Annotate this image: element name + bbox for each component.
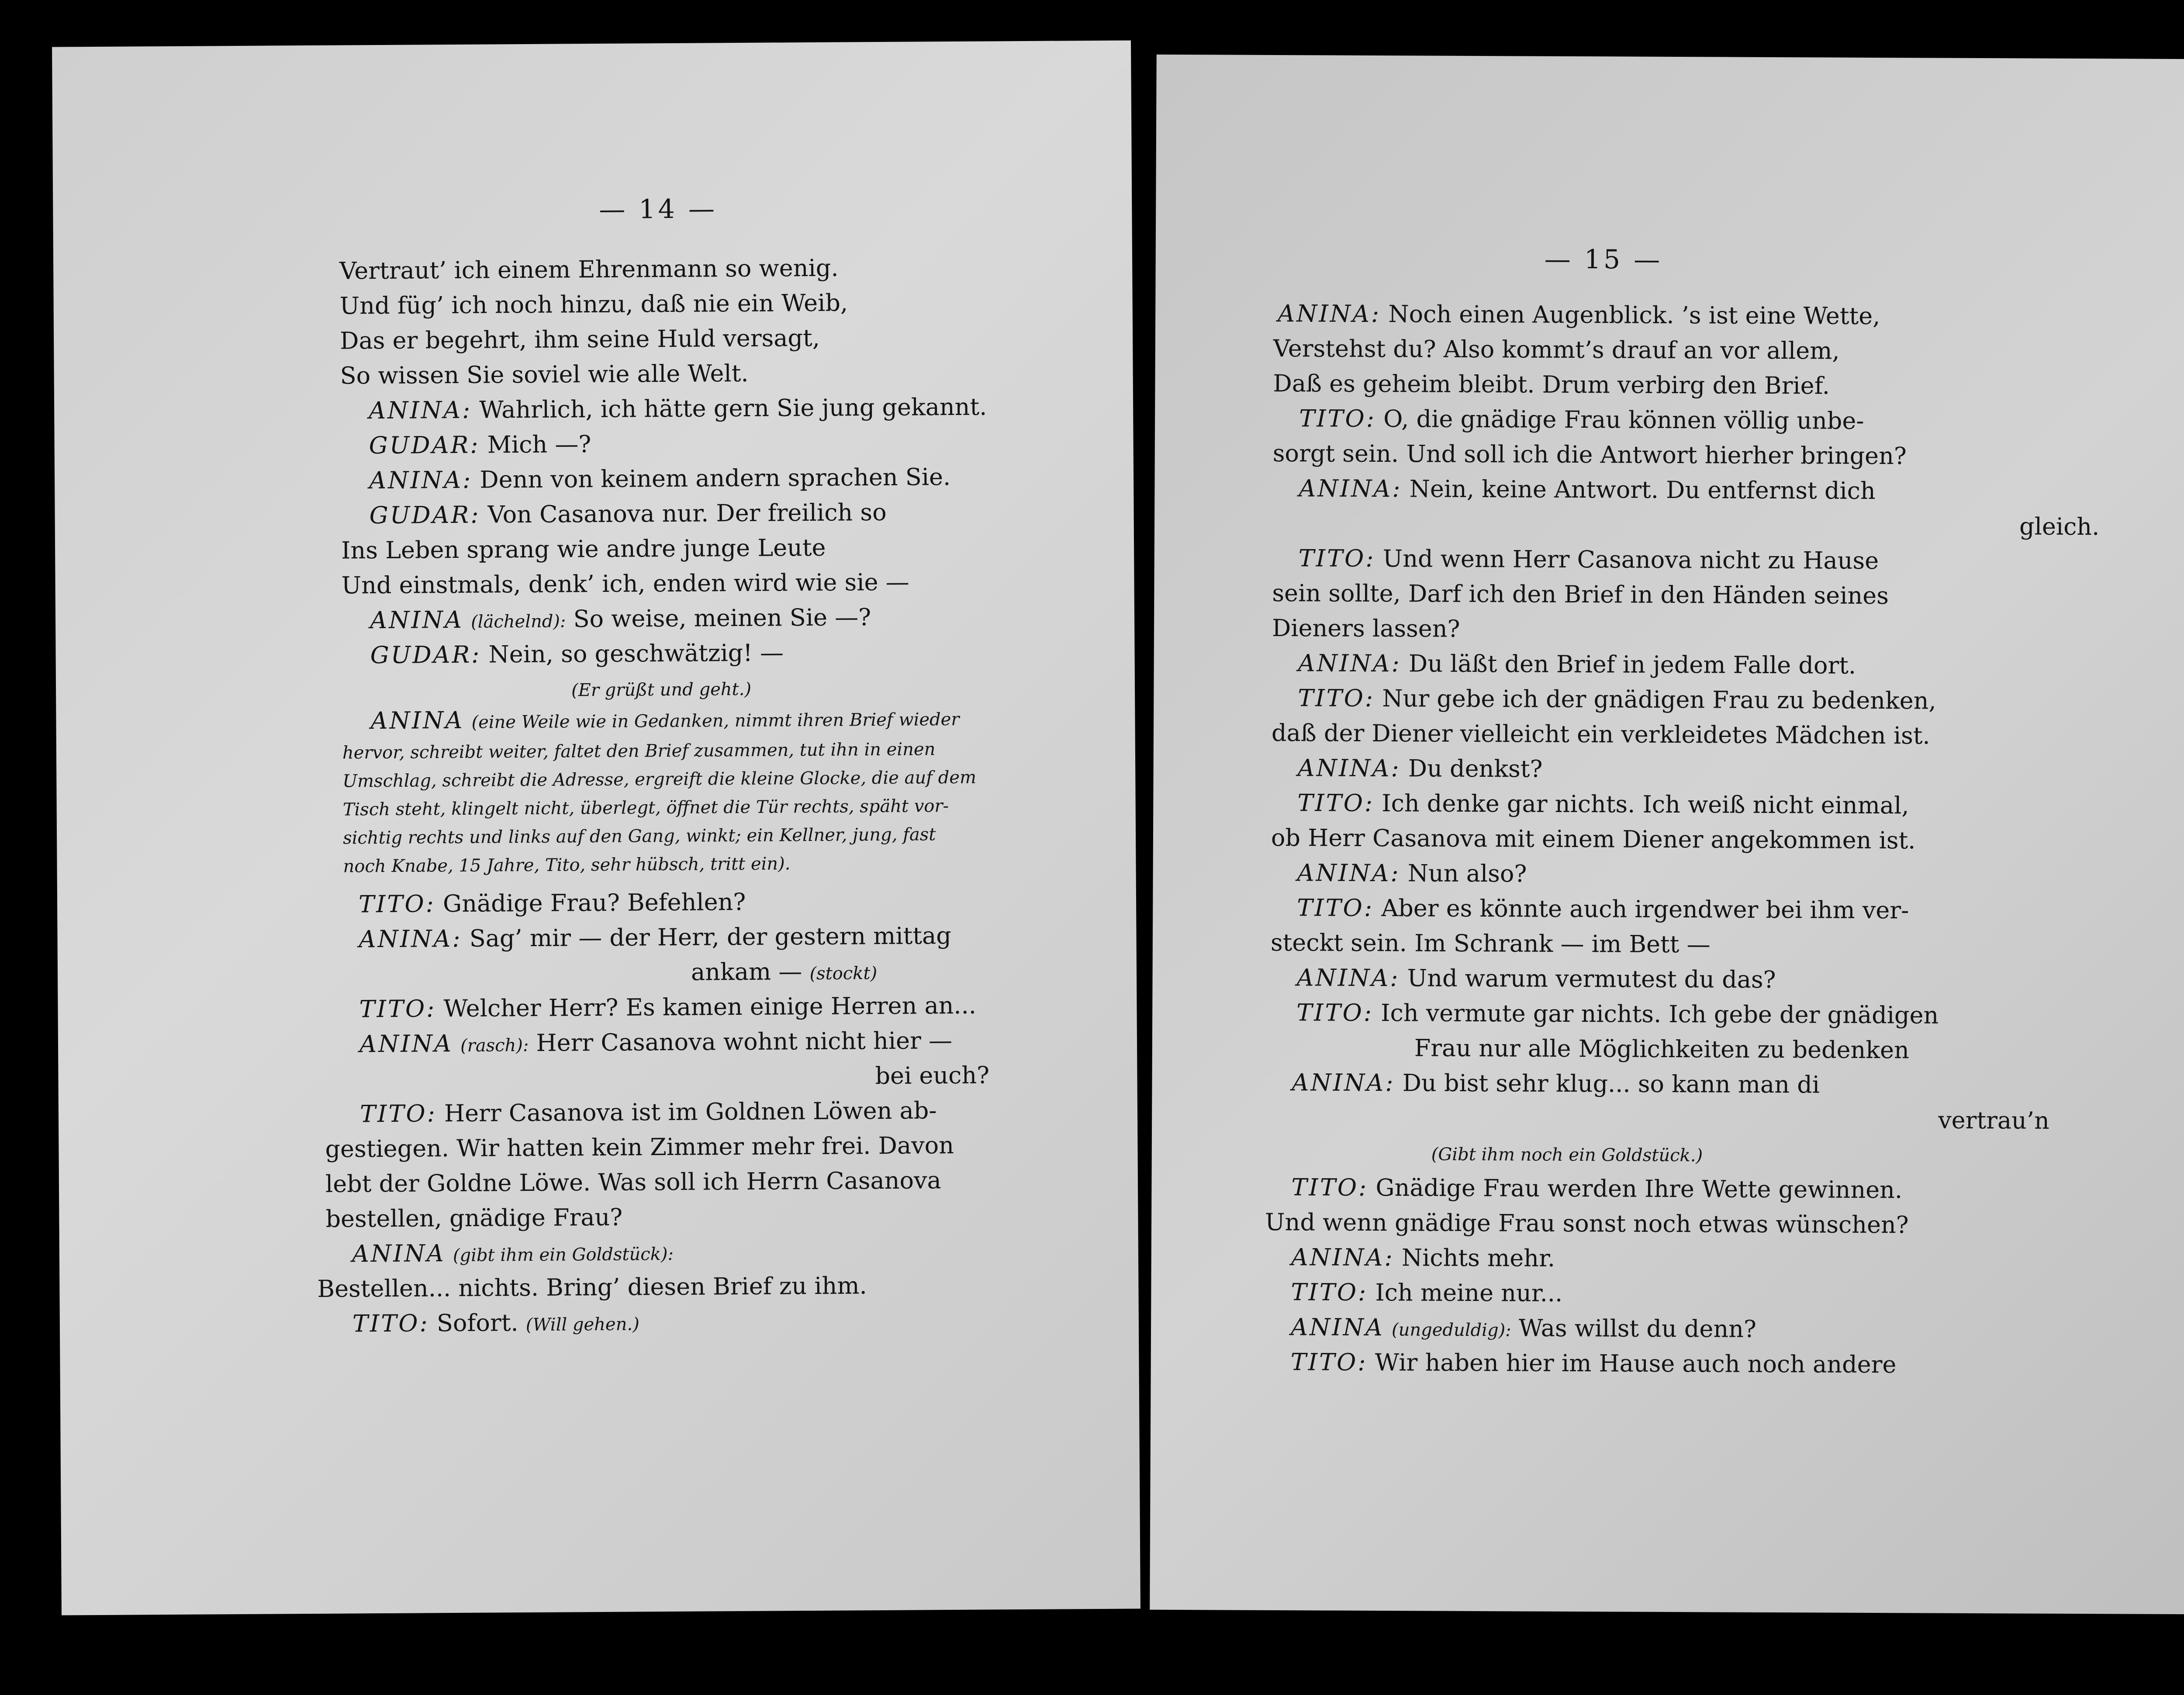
dialogue-text: Wahrlich, ich hätte gern Sie jung gekannt. xyxy=(479,393,987,424)
stage-direction: noch Knabe, 15 Jahre, Tito, sehr hübsch, tritt ein). xyxy=(343,854,791,877)
speaker-name: ANINA: xyxy=(1296,964,1400,992)
dialogue-text: Du bist sehr klug... so kann man di xyxy=(1402,1069,1820,1099)
stage-direction: (eine Weile wie in Gedanken, nimmt ihren Brief wieder xyxy=(471,709,960,733)
dialogue-text: Denn von keinem andern sprachen Sie. xyxy=(480,463,951,494)
text-line: Und füg’ ich noch hinzu, daß nie ein Weib, xyxy=(339,289,848,320)
dialogue-line xyxy=(359,991,977,1023)
dialogue-text: Mich —? xyxy=(487,430,591,459)
dialogue-text: Nichts mehr. xyxy=(1401,1244,1555,1272)
text-line: Das er begehrt, ihm seine Huld versagt, xyxy=(339,324,820,355)
dialogue-text: Nein, keine Antwort. Du entfernst dich xyxy=(1409,475,1876,505)
dialogue-text: Du denkst? xyxy=(1408,754,1543,783)
text-line: Und einstmals, denk’ ich, enden wird wie sie — xyxy=(341,568,909,599)
dialogue-text: Und warum vermutest du das? xyxy=(1407,964,1776,993)
dialogue-line xyxy=(1298,756,1543,781)
dialogue-line xyxy=(1297,896,1909,922)
dialogue-line xyxy=(370,706,959,733)
dialogue-line xyxy=(352,1240,674,1266)
speaker-name: TITO: xyxy=(352,1309,429,1338)
speaker-name: GUDAR: xyxy=(369,501,480,529)
text-line: gestiegen. Wir hatten kein Zimmer mehr frei. Davon xyxy=(325,1131,954,1163)
dialogue-line xyxy=(1291,1280,1562,1305)
dialogue-text: Von Casanova nur. Der freilich so xyxy=(487,498,887,529)
speaker-name: ANINA: xyxy=(1299,474,1402,503)
dialogue-line xyxy=(1299,407,1864,433)
dialogue-text: O, die gnädige Frau können völlig unbe- xyxy=(1383,405,1864,435)
dialogue-text: Nur gebe ich der gnädigen Frau zu bedenken, xyxy=(1382,685,1936,715)
stage-direction: (Gibt ihm noch ein Goldstück.) xyxy=(1431,1144,1703,1166)
speaker-name: TITO: xyxy=(358,890,436,918)
stage-direction: sichtig rechts und links auf den Gang, winkt; ein Kellner, jung, fast xyxy=(342,824,936,848)
text-line: Frau nur alle Möglichkeiten zu bedenken xyxy=(1414,1034,1909,1064)
dialogue-line xyxy=(359,1029,952,1056)
dialogue-line xyxy=(691,959,877,984)
dialogue-text: Ich vermute gar nichts. Ich gebe der gnädigen xyxy=(1381,999,1939,1029)
dialogue-text: ankam — xyxy=(691,958,802,986)
speaker-name: TITO: xyxy=(1297,894,1374,922)
dialogue-line xyxy=(1298,686,1936,713)
speaker-name: TITO: xyxy=(1298,544,1375,572)
stage-direction: (gibt ihm ein Goldstück): xyxy=(453,1244,674,1266)
text-line: gleich. xyxy=(2019,512,2100,541)
speaker-name: ANINA xyxy=(1290,1313,1385,1342)
stage-direction: hervor, schreibt weiter, faltet den Brief zusammen, tut ihn in einen xyxy=(342,739,936,763)
text-line: Ins Leben sprang wie andre junge Leute xyxy=(341,533,826,564)
stage-direction: (Will gehen.) xyxy=(525,1314,639,1335)
dialogue-text: Aber es könnte auch irgendwer bei ihm ver- xyxy=(1381,894,1909,924)
dialogue-line xyxy=(1296,966,1776,992)
dialogue-text: Nein, so geschwätzig! — xyxy=(488,639,784,668)
speaker-name: ANINA: xyxy=(1297,859,1400,887)
speaker-name: GUDAR: xyxy=(369,431,480,460)
text-line: bestellen, gnädige Frau? xyxy=(325,1203,623,1233)
dialogue-line xyxy=(369,498,887,529)
text-line: sein sollte, Darf ich den Brief in den Händen seines xyxy=(1272,579,1889,610)
speaker-name: TITO: xyxy=(1291,1173,1368,1201)
text-line: daß der Diener vielleicht ein verkleidetes Mädchen ist. xyxy=(1271,719,1930,750)
dialogue-line xyxy=(370,605,871,632)
text-line: bei euch? xyxy=(875,1061,990,1090)
dialogue-line xyxy=(369,395,987,423)
dialogue-text: Gnädige Frau werden Ihre Wette gewinnen. xyxy=(1375,1173,1903,1204)
dialogue-text: Ich denke gar nichts. Ich weiß nicht einmal, xyxy=(1382,789,1909,820)
text-line: vertrau’n xyxy=(1938,1106,2050,1135)
dialogue-line xyxy=(369,463,951,495)
right-page xyxy=(1150,55,2184,1614)
text-line: Bestellen... nichts. Bring’ diesen Brief zu ihm. xyxy=(317,1272,867,1303)
speaker-name: TITO: xyxy=(1298,684,1375,712)
dialogue-text: Wir haben hier im Hause auch noch andere xyxy=(1375,1348,1897,1379)
page-number-left: — 14 — xyxy=(599,194,718,225)
stage-direction: (rasch): xyxy=(460,1035,529,1056)
dialogue-line xyxy=(369,430,591,460)
dialogue-line xyxy=(1297,861,1527,886)
dialogue-text: Herr Casanova ist im Goldnen Löwen ab- xyxy=(444,1097,937,1128)
dialogue-text: Herr Casanova wohnt nicht hier — xyxy=(536,1027,953,1057)
text-line: Und wenn gnädige Frau sonst noch etwas wünschen? xyxy=(1265,1208,1909,1239)
dialogue-line xyxy=(360,1099,937,1126)
speaker-name: TITO: xyxy=(359,1100,437,1128)
stage-direction: (Er grüßt und geht.) xyxy=(571,679,752,701)
dialogue-text: Sag’ mir — der Herr, der gestern mittag xyxy=(469,922,951,952)
speaker-name: ANINA: xyxy=(1292,1069,1395,1097)
speaker-name: ANINA xyxy=(359,1030,453,1058)
speaker-name: TITO: xyxy=(359,995,436,1023)
dialogue-line xyxy=(352,1309,639,1338)
stage-direction: (lächelnd): xyxy=(470,611,566,632)
speaker-name: ANINA xyxy=(370,706,464,735)
dialogue-line xyxy=(1297,789,1909,820)
left-page xyxy=(52,40,1140,1615)
dialogue-line xyxy=(370,641,784,667)
speaker-name: TITO: xyxy=(1299,405,1376,432)
text-line: steckt sein. Im Schrank — im Bett — xyxy=(1270,928,1711,958)
dialogue-text: Und wenn Herr Casanova nicht zu Hause xyxy=(1382,545,1879,575)
dialogue-text: Ich meine nur... xyxy=(1375,1278,1563,1307)
speaker-name: ANINA xyxy=(370,605,464,634)
speaker-name: TITO: xyxy=(1290,1348,1368,1376)
dialogue-text: So weise, meinen Sie —? xyxy=(573,603,871,633)
dialogue-line xyxy=(1292,1071,1820,1097)
dialogue-line xyxy=(1278,299,1880,330)
dialogue-text: Du läßt den Brief in jedem Falle dort. xyxy=(1408,650,1856,679)
speaker-name: TITO: xyxy=(1291,1278,1368,1306)
stage-direction: (ungeduldig): xyxy=(1391,1320,1511,1341)
dialogue-text: Nun also? xyxy=(1407,859,1527,888)
speaker-name: ANINA: xyxy=(369,466,473,495)
speaker-name: ANINA: xyxy=(359,924,462,953)
text-line: Vertraut’ ich einem Ehrenmann so wenig. xyxy=(339,254,839,285)
speaker-name: TITO: xyxy=(1297,789,1375,817)
stage-direction: Umschlag, schreibt die Adresse, ergreift die kleine Glocke, die auf dem xyxy=(342,767,977,792)
dialogue-line xyxy=(1298,651,1856,678)
dialogue-line xyxy=(1298,544,1879,575)
dialogue-text: Noch einen Augenblick. ’s ist eine Wette, xyxy=(1388,300,1880,330)
text-line: ob Herr Casanova mit einem Diener angekommen ist. xyxy=(1271,823,1916,854)
speaker-name: ANINA: xyxy=(368,396,472,425)
text-line: lebt der Goldne Löwe. Was soll ich Herrn Casanova xyxy=(325,1166,941,1198)
page-number-right: — 15 — xyxy=(1544,244,1663,275)
text-line: Dieners lassen? xyxy=(1272,614,1460,643)
dialogue-line xyxy=(1291,1315,1756,1341)
dialogue-text: Gnädige Frau? Befehlen? xyxy=(442,888,746,918)
dialogue-line xyxy=(1291,1245,1555,1270)
dialogue-line xyxy=(1291,1173,1903,1204)
speaker-name: ANINA: xyxy=(1297,754,1401,782)
text-line: sorgt sein. Und soll ich die Antwort hierher bringen? xyxy=(1272,439,1907,470)
dialogue-line xyxy=(1299,474,1876,505)
dialogue-text: Welcher Herr? Es kamen einige Herren an... xyxy=(443,991,977,1023)
dialogue-line xyxy=(1291,1350,1897,1377)
text-line: Daß es geheim bleibt. Drum verbirg den Brief. xyxy=(1273,369,1830,400)
dialogue-line xyxy=(1296,1001,1939,1027)
speaker-name: ANINA xyxy=(352,1239,446,1268)
dialogue-text: Was willst du denn? xyxy=(1518,1314,1757,1343)
speaker-name: ANINA: xyxy=(1298,649,1401,678)
stage-direction: Tisch steht, klingelt nicht, überlegt, öffnet die Tür rechts, späht vor- xyxy=(342,796,949,820)
speaker-name: ANINA: xyxy=(1291,1243,1394,1272)
speaker-name: GUDAR: xyxy=(370,640,481,669)
dialogue-line xyxy=(359,924,951,951)
dialogue-line xyxy=(359,890,746,916)
dialogue-text: Sofort. xyxy=(436,1309,518,1337)
speaker-name: TITO: xyxy=(1296,999,1374,1027)
stage-direction: (stockt) xyxy=(809,963,878,984)
text-line: Verstehst du? Also kommt’s drauf an vor allem, xyxy=(1273,334,1840,365)
speaker-name: ANINA: xyxy=(1278,299,1381,328)
text-line: So wissen Sie soviel wie alle Welt. xyxy=(340,359,749,390)
